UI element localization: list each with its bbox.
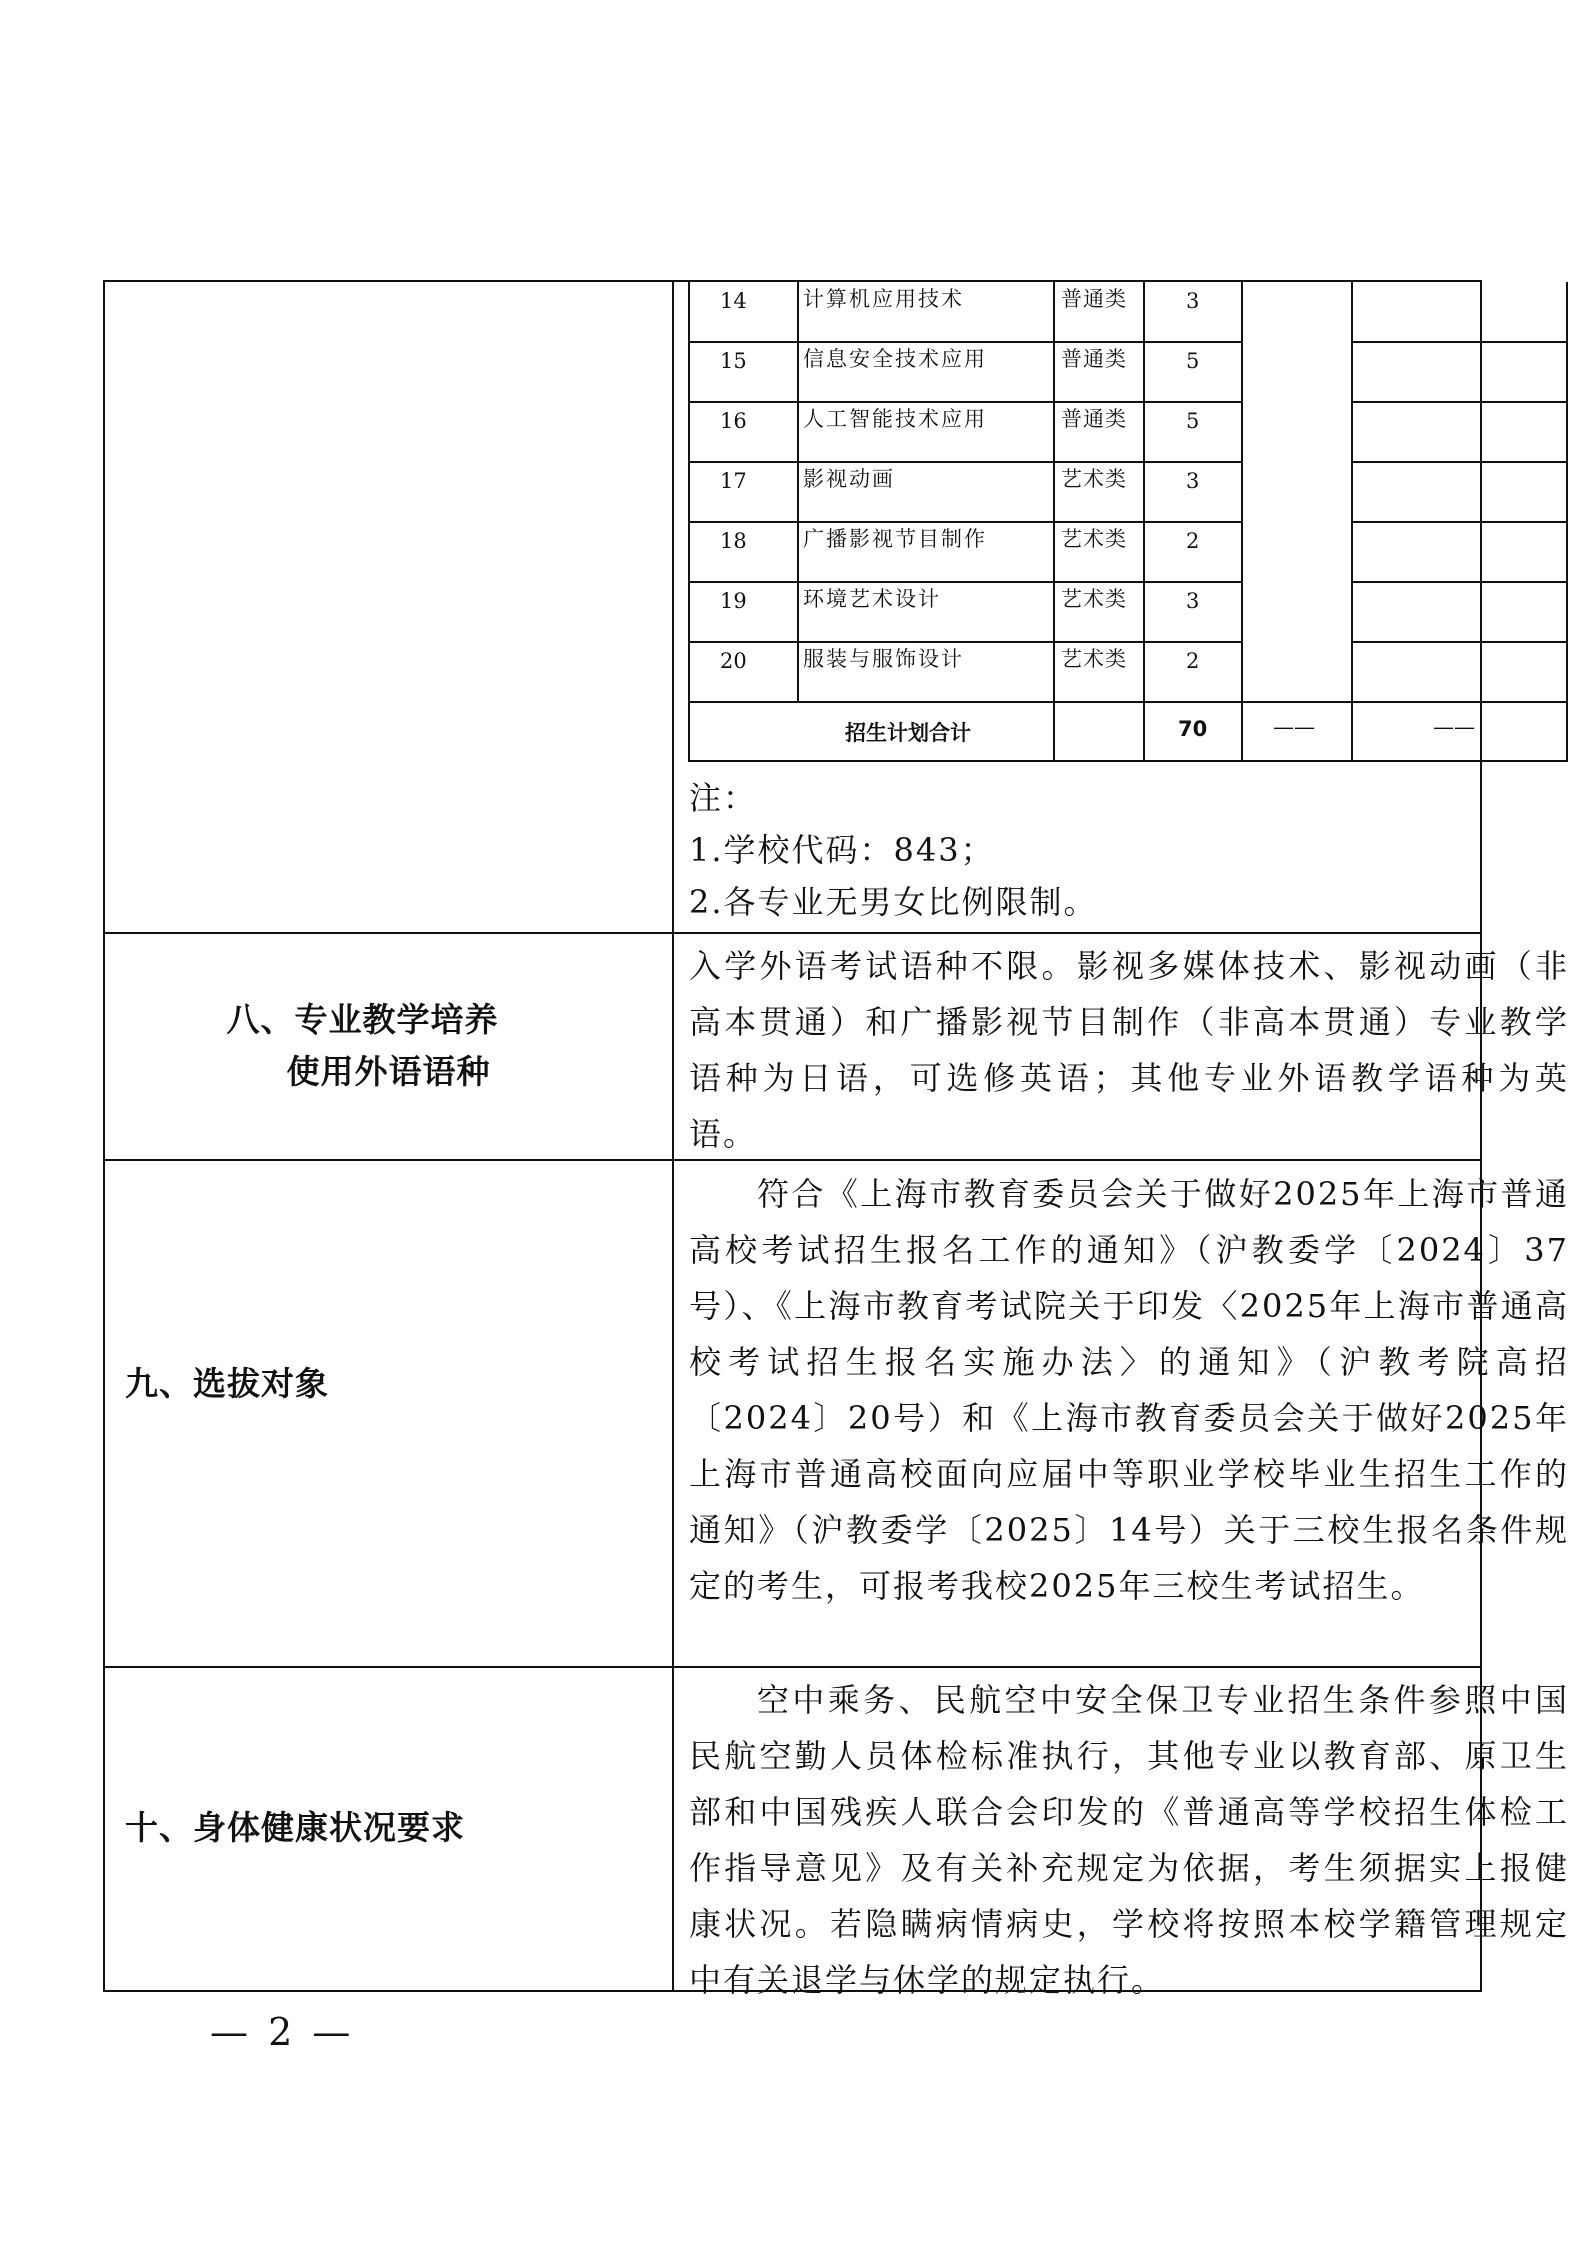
majors-table [688,282,1568,762]
row-divider [105,1666,1480,1668]
col-divider [797,282,799,702]
row-divider [105,1159,1480,1161]
major-no: 20 [720,649,747,673]
row-divider [690,641,1241,643]
section-8-label-line1: 八、专业教学培养 [226,1000,499,1039]
row-divider [1351,341,1568,343]
row-divider [690,341,1241,343]
major-plan: 5 [1186,349,1200,373]
major-plan: 2 [1186,649,1200,673]
major-category: 普通类 [1061,287,1127,311]
notes-line: 1.学校代码：843； [689,831,995,869]
major-category: 普通类 [1061,347,1127,371]
major-plan: 3 [1186,589,1200,613]
row-divider [690,401,1241,403]
major-no: 14 [720,289,747,313]
row-divider [690,581,1241,583]
major-category: 普通类 [1061,407,1127,431]
major-category: 艺术类 [1061,527,1127,551]
notes-line: 2.各专业无男女比例限制。 [689,883,1098,921]
main-table [103,280,1569,1999]
major-category: 艺术类 [1061,467,1127,491]
section-8-text: 入学外语考试语种不限。影视多媒体技术、影视动画（非高本贯通）和广播影视节目制作（非高本贯通）专业教学语种为日语，可选修英语；其他专业外语教学语种为英语。 [689,947,1569,1153]
major-no: 18 [720,529,747,553]
row-divider [1351,461,1568,463]
major-name: 服装与服饰设计 [803,647,964,671]
section-10-label: 十、身体健康状况要求 [125,1808,465,1847]
section-9-content [689,1166,1569,1614]
major-name: 环境艺术设计 [803,587,941,611]
section-8-label-line2: 使用外语语种 [286,1052,491,1091]
major-plan: 3 [1186,469,1200,493]
section-10-text: 空中乘务、民航空中安全保卫专业招生条件参照中国民航空勤人员体检标准执行，其他专业以教育部、原卫生部和中国残疾人联合会印发的《普通高等学校招生体检工作指导意见》及有关补充规定为依据，考生须据实上报健康状况。若隐瞒病情病史，学校将按照本校学籍管理规定中有关退学与休学的规定执行。 [689,1681,1569,1999]
row-divider [1351,581,1568,583]
section-9-text: 符合《上海市教育委员会关于做好2025年上海市普通高校考试招生报名工作的通知》（沪教委学〔2024〕37号）、《上海市教育考试院关于印发〈2025年上海市普通高校考试招生报名实施办法〉的通知》（沪教考院高招〔2024〕20号）和《上海市教育委员会关于做好2025年上海市普通高校面向应届中等职业学校毕业生招生工作的通知》（沪教委学〔2025〕14号）关于三校生报名条件规定的考生，可报考我校2025年三校生考试招生。 [689,1175,1569,1605]
major-name: 广播影视节目制作 [803,527,987,551]
row-divider [1351,401,1568,403]
col-divider [1241,282,1243,760]
major-name: 影视动画 [803,467,895,491]
major-name: 人工智能技术应用 [803,407,987,431]
notes [689,772,1098,928]
major-no: 16 [720,409,747,433]
major-name: 计算机应用技术 [803,287,964,311]
page-number: — 2 — [210,2010,355,2054]
row-divider [1351,641,1568,643]
row-divider [1351,521,1568,523]
section-9-label: 九、选拔对象 [125,1364,329,1403]
total-label: 招生计划合计 [845,721,971,745]
row-divider [690,701,1568,703]
section-10-content [689,1672,1569,2008]
major-no: 15 [720,349,747,373]
table-column-divider [672,282,674,1990]
major-no: 19 [720,589,747,613]
section-8-label [105,994,672,1098]
major-category: 艺术类 [1061,587,1127,611]
notes-title: 注： [689,779,758,817]
major-plan: 5 [1186,409,1200,433]
major-no: 17 [720,469,747,493]
major-plan: 3 [1186,289,1200,313]
total-value: 70 [1178,717,1208,741]
section-8-content [689,938,1569,1162]
total-dash: —— [1273,715,1315,739]
total-dash: —— [1433,715,1475,739]
row-divider [105,932,1480,934]
row-divider [690,461,1241,463]
major-name: 信息安全技术应用 [803,347,987,371]
major-plan: 2 [1186,529,1200,553]
row-divider [690,521,1241,523]
major-category: 艺术类 [1061,647,1127,671]
